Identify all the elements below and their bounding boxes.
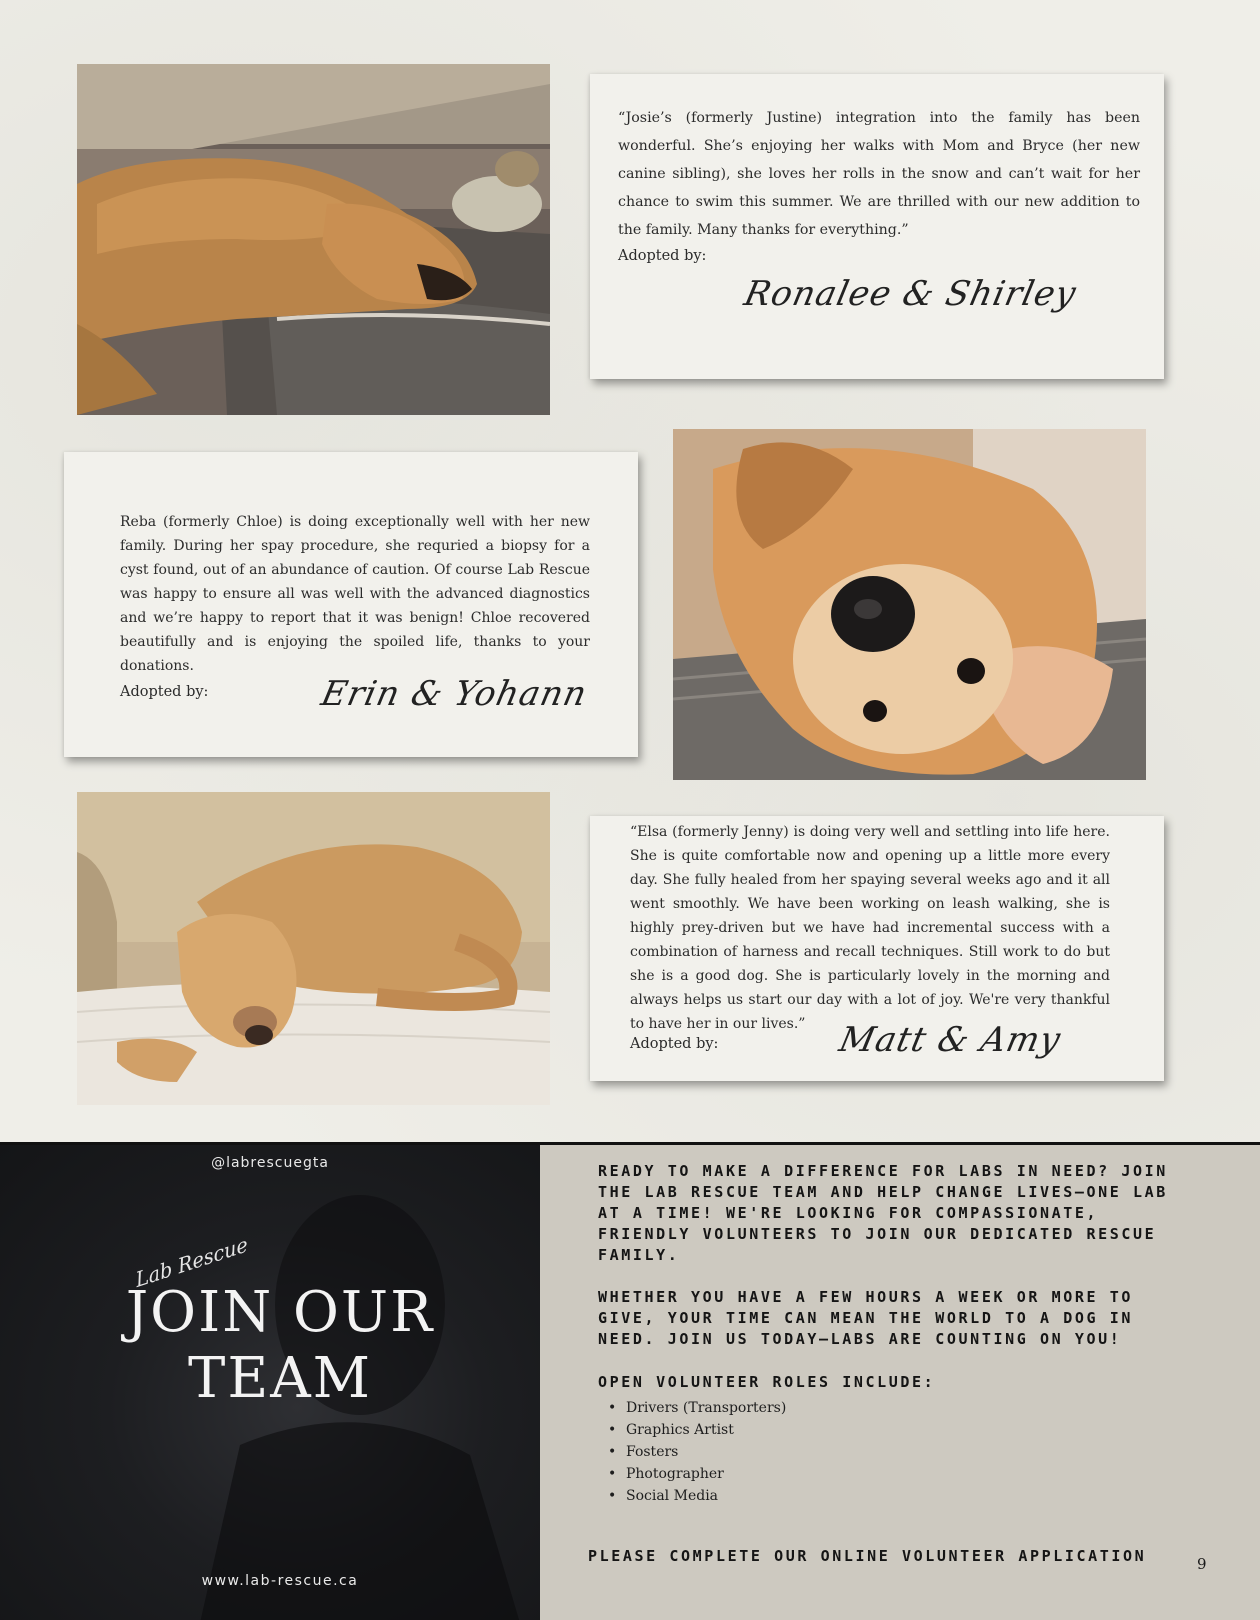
testimonial-text: “Elsa (formerly Jenny) is doing very well and settling into life here. She is quite comfortable now and opening up a little more every day. She fully healed from her spaying several weeks ago and it all went smoothly. We have been working on leash walking, she is highly prey-driven but we have had incremental success with a combination of harness and recall techniques. Still work to do but she is a good dog. She is particularly lovely in the morning and always helps us start our day with a lot of joy. We're very thankful to have her in our lives.”: [630, 824, 1110, 1032]
cta-paragraph-2: WHETHER YOU HAVE A FEW HOURS A WEEK OR MORE TO GIVE, YOUR TIME CAN MEAN THE WORLD TO A DOG IN NEED. JOIN US TODAY–LABS ARE COUNTING ON YOU!: [598, 1288, 1134, 1348]
testimonial-text: Reba (formerly Chloe) is doing exceptionally well with her new family. During her spay procedure, she requried a biopsy for a cyst found, out of an abundance of caution. Of course Lab Rescue was happy to ensure all was well with the advanced diagnostics and we’re happy to report that it was benign! Chloe recovered beautifully and is enjoying the spoiled life, thanks to your donations.: [120, 514, 590, 674]
cta-paragraph-1: READY TO MAKE A DIFFERENCE FOR LABS IN NEED? JOIN THE LAB RESCUE TEAM AND HELP CHANGE LIVES–ONE LAB AT A TIME! WE'RE LOOKING FOR COMPASSIONATE, FRIENDLY VOLUNTEERS TO JOIN OUR DEDICATED RESCUE FAMILY.: [598, 1162, 1168, 1264]
photo-golden-sleeping: [77, 64, 550, 415]
adopted-by-label: Adopted by:: [120, 684, 209, 700]
list-item: • Fosters: [608, 1441, 786, 1463]
brand-script-logo: Lab Rescue: [134, 1231, 250, 1293]
testimonial-card-reba: [64, 452, 638, 757]
list-item: • Drivers (Transporters): [608, 1397, 786, 1419]
join-title: [0, 1280, 540, 1412]
volunteer-cta-panel: [540, 1145, 1260, 1620]
list-item: • Photographer: [608, 1463, 786, 1485]
join-our-team-panel: [0, 1145, 540, 1620]
social-handle: @labrescuegta: [211, 1155, 329, 1171]
adopted-by-label: Adopted by:: [618, 248, 707, 264]
list-item: • Graphics Artist: [608, 1419, 786, 1441]
list-item: • Social Media: [608, 1485, 786, 1507]
testimonial-card-josie: [590, 74, 1164, 379]
join-title-line2: TEAM: [187, 1346, 372, 1411]
adopter-signature: Erin & Yohann: [317, 674, 591, 714]
adopter-signature: Ronalee & Shirley: [740, 274, 1081, 314]
adopted-by-label: Adopted by:: [630, 1036, 719, 1052]
volunteer-roles-list: [608, 1397, 786, 1507]
adopter-signature: Matt & Amy: [835, 1020, 1065, 1060]
photo-golden-upside-down: [673, 429, 1146, 780]
testimonial-text: “Josie’s (formerly Justine) integration into the family has been wonderful. She’s enjoying her walks with Mom and Bryce (her new canine sibling), she loves her rolls in the snow and can’t wait for her chance to swim this summer. We are thrilled with our new addition to the family. Many thanks for everything.”: [618, 110, 1140, 238]
join-title-line1: JOIN OUR: [125, 1280, 435, 1345]
page-number: 9: [1197, 1555, 1207, 1573]
cta-text: [598, 1161, 1198, 1350]
testimonial-card-elsa: [590, 816, 1164, 1081]
roles-heading: OPEN VOLUNTEER ROLES INCLUDE:: [598, 1373, 936, 1391]
website-url: www.lab-rescue.ca: [201, 1573, 359, 1589]
photo-yellow-lab-couch: [77, 792, 550, 1105]
apply-prompt: PLEASE COMPLETE OUR ONLINE VOLUNTEER APPLICATION: [588, 1547, 1147, 1565]
volunteer-section: [0, 1142, 1260, 1620]
